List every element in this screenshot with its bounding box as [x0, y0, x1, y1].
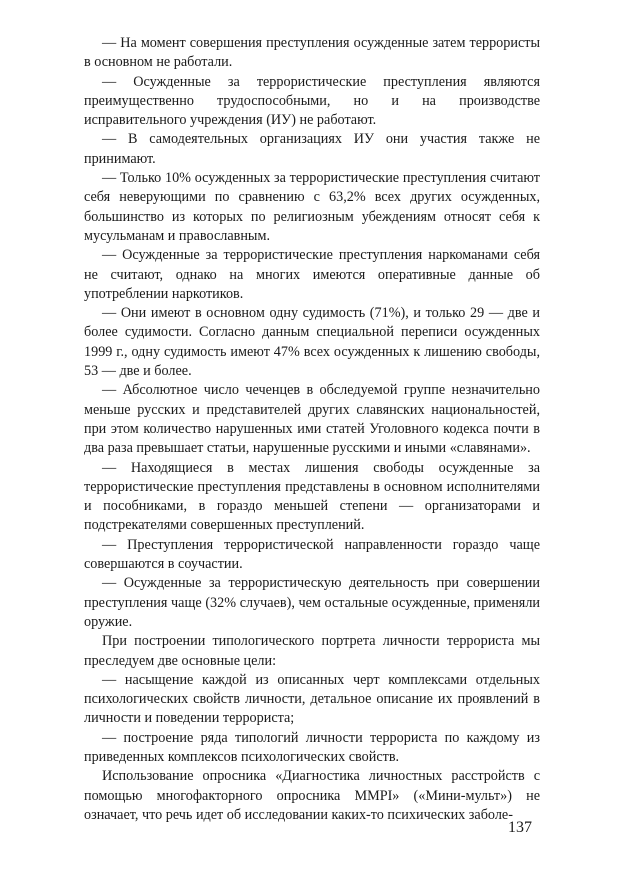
paragraph: — построение ряда типологий личности террориста по каждому из приведенных комплексов психологических свойств.	[84, 729, 540, 765]
paragraph: — Они имеют в основном одну судимость (71%), и только 29 — две и более судимости. Согласно данным специальной переписи осужденных 1999 г., одну судимость имеют 47% всех осужденных к лишению свободы, 53 — две и более.	[84, 305, 540, 380]
page-number: 137	[508, 819, 532, 836]
paragraph: При построении типологического портрета личности террориста мы преследуем две основные цели:	[84, 633, 540, 669]
paragraph: — В самодеятельных организациях ИУ они участия также не принимают.	[84, 131, 540, 167]
paragraph: — Абсолютное число чеченцев в обследуемой группе незначительно меньше русских и представителей других славянских национальностей, при этом количество нарушенных ими статей Уголовного кодекса почти в два раза превышает статьи, нарушенные русскими и иными «славянами».	[84, 382, 540, 457]
paragraph: — Находящиеся в местах лишения свободы осужденные за террористические преступления представлены в основном исполнителями и пособниками, в гораздо меньшей степени — организаторами и подстрекателями совершенных преступлений.	[84, 459, 540, 534]
paragraph: — Осужденные за террористические преступления наркоманами себя не считают, однако на многих имеются оперативные данные об употреблении наркотиков.	[84, 247, 540, 302]
paragraph: — Осужденные за террористическую деятельность при совершении преступления чаще (32% случаев), чем остальные осужденные, применяли оружие.	[84, 575, 540, 630]
paragraph: — На момент совершения преступления осужденные затем террористы в основном не работали.	[84, 35, 540, 71]
paragraph: — Осужденные за террористические преступления являются преимущественно трудоспособными, но и на производстве исправительного учреждения (ИУ) не работают.	[84, 73, 540, 129]
body-text	[84, 34, 540, 825]
paragraph: — насыщение каждой из описанных черт комплексами отдельных психологических свойств личности, детальное описание их проявлений в личности и поведении террориста;	[84, 671, 540, 727]
paragraph: — Только 10% осужденных за террористические преступления считают себя неверующими по сравнению с 63,2% всех других осужденных, большинство из которых по религиозным убеждениям относят себя к мусульманам и православным.	[84, 170, 540, 244]
paragraph: Использование опросника «Диагностика личностных расстройств с помощью многофакторного опросника MMPI» («Мини-мульт») не означает, что речь идет об исследовании каких-то психических заболе-	[84, 768, 540, 823]
paragraph: — Преступления террористической направленности гораздо чаще совершаются в соучастии.	[84, 536, 540, 573]
